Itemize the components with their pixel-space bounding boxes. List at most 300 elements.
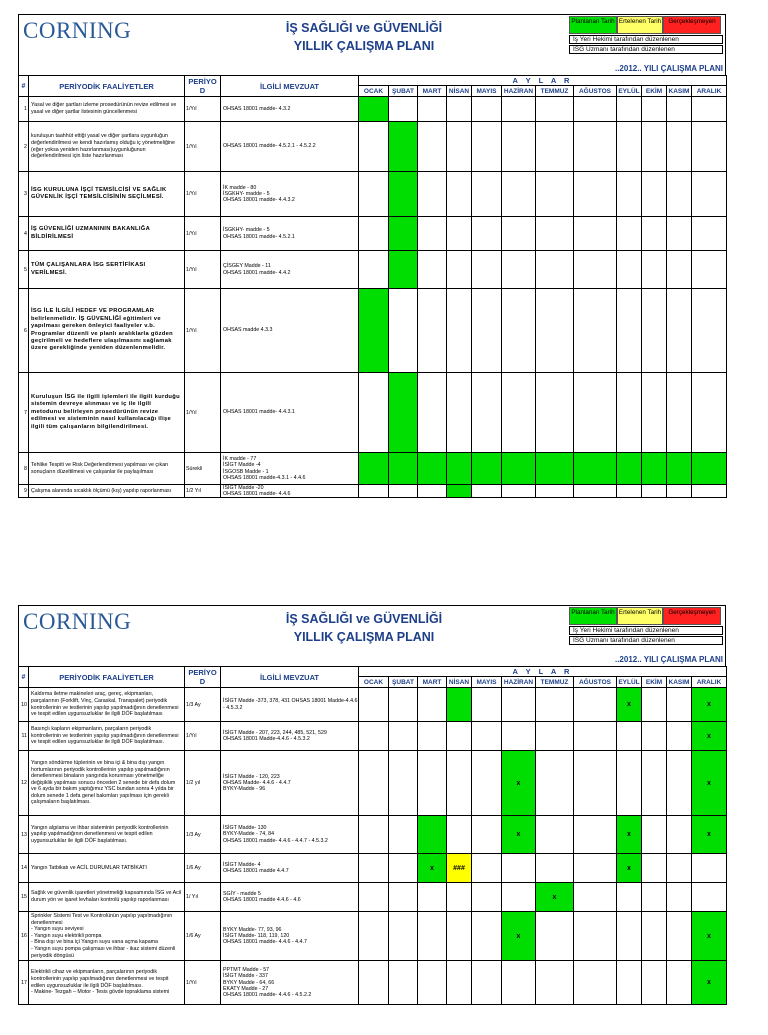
- month-cell: [447, 289, 472, 373]
- period-text: 1/2 yıl: [185, 751, 221, 816]
- period-text: 1/6 Ay: [185, 854, 221, 883]
- month-cell: [502, 289, 536, 373]
- month-cell: [617, 289, 642, 373]
- month-cell: [692, 453, 727, 485]
- month-cell: [536, 453, 574, 485]
- month-mark: x: [627, 864, 631, 872]
- period-text: 1/6 Ay: [185, 912, 221, 961]
- month-cell: [536, 217, 574, 251]
- period-text: 1/2 Yıl: [185, 485, 221, 498]
- page-header: [18, 14, 726, 75]
- month-cell: [359, 172, 389, 217]
- month-cell: [574, 122, 617, 172]
- month-cell: [667, 289, 692, 373]
- month-cell: [502, 912, 536, 961]
- month-cell: [667, 854, 692, 883]
- month-cell: [472, 912, 502, 961]
- period-text: 1/Yıl: [185, 251, 221, 289]
- month-cell: [667, 961, 692, 1005]
- month-cell: [418, 751, 447, 816]
- col-month: MART: [418, 677, 447, 688]
- month-cell: [502, 883, 536, 912]
- regulation-text: İSİGT Madde -373, 378, 431 OHSAS 18001 Madde-4.4.6 - 4.5.3.2: [221, 688, 359, 722]
- month-cell: [447, 485, 472, 498]
- month-cell: [692, 373, 727, 453]
- month-cell: [642, 217, 667, 251]
- table-row: [19, 122, 727, 172]
- month-cell: [447, 251, 472, 289]
- month-cell: [536, 854, 574, 883]
- col-month: ARALIK: [692, 677, 727, 688]
- col-month: ŞUBAT: [389, 677, 418, 688]
- month-cell: [692, 912, 727, 961]
- month-cell: [642, 251, 667, 289]
- table-row: [19, 751, 727, 816]
- month-cell: [359, 961, 389, 1005]
- title-line-2: YILLIK ÇALIŞMA PLANI: [293, 39, 435, 53]
- month-cell: [692, 251, 727, 289]
- plan-table: [18, 75, 727, 498]
- row-number: 17: [19, 961, 29, 1005]
- month-cell: [472, 251, 502, 289]
- row-number: 4: [19, 217, 29, 251]
- activity-text: Elektrikli cihaz ve ekipmanların, parçalarının periyodik kontrollerinin yapılıp yapılmadığının denetlenmesi ve tespit edilen uygunsuzluklar ile ilgili DÖF başlatılması. - Makine- Tezgah – Motor - Tesis gövde topraklama sistemi: [29, 961, 185, 1005]
- month-cell: [389, 217, 418, 251]
- month-cell: [389, 912, 418, 961]
- month-cell: [359, 816, 389, 854]
- activity-text: Yangın Tatbikatı ve ACİL DURUMLAR TATBİKATI: [29, 854, 185, 883]
- title-line-1: İŞ SAĞLIĞI ve GÜVENLİĞİ: [285, 612, 443, 626]
- month-cell: [642, 883, 667, 912]
- row-number: 15: [19, 883, 29, 912]
- col-month: HAZİRAN: [502, 86, 536, 97]
- row-number: 16: [19, 912, 29, 961]
- col-month: AĞUSTOS: [574, 677, 617, 688]
- month-mark: x: [707, 701, 711, 708]
- period-text: 1/Yıl: [185, 97, 221, 122]
- activity-text: Yangın söndürme tüplerinin ve bina içi & bina dışı yangın hortumlarının periyodik kontrollerinin yapılıp yapılmadığının denetlenmesi binaların yangında korunması yönetmeliğe değişiklik yapılması sonucu önceden 2 senede bir defa dolum ve 6 ayda bir bakım yaptığımız YSC bundan sonra 4 yılda bir dolum senede 1 defa genel bakımları yapılması için gerekli çalışmaların başlatılması.: [29, 751, 185, 816]
- note-doctor: İş Yeri Hekimi tarafından düzenlenen: [569, 626, 723, 635]
- legend-not-done: Gerçekleşmeyen: [663, 607, 721, 625]
- month-cell: [536, 883, 574, 912]
- month-cell: [667, 217, 692, 251]
- month-cell: [418, 289, 447, 373]
- activity-text: Yasal ve diğer şartları izleme prosedürünün revize edilmesi ve yasal ve diğer şartlar listesinin güncellenmesi: [29, 97, 185, 122]
- month-cell: [536, 961, 574, 1005]
- activity-text: kuruluşun taahhüt ettiği yasal ve diğer şartlara uygunluğun değerlendirilmesi ve kendi hazırlamış olduğu iç yönetmeliğine (eğer yoksa yeniden hazırlanması)uygunluğunun değerlendirilmesi için liste hazırlanması: [29, 122, 185, 172]
- col-month: AĞUSTOS: [574, 86, 617, 97]
- legend-planned: Planlanan Tarih: [569, 607, 617, 625]
- col-month: NİSAN: [447, 677, 472, 688]
- month-cell: [536, 751, 574, 816]
- month-cell: [692, 751, 727, 816]
- month-cell: [574, 961, 617, 1005]
- regulation-text: İK madde - 80 İSGKHY- madde - 5 OHSAS 18001 madde- 4.4.3.2: [221, 172, 359, 217]
- table-row: [19, 722, 727, 751]
- month-mark: ###: [453, 864, 465, 872]
- month-cell: [574, 751, 617, 816]
- month-cell: [502, 97, 536, 122]
- period-text: 1/Yıl: [185, 961, 221, 1005]
- month-cell: [574, 453, 617, 485]
- month-mark: x: [516, 932, 521, 940]
- month-cell: [418, 912, 447, 961]
- month-cell: [389, 854, 418, 883]
- plan-table: [18, 666, 727, 1005]
- table-row: [19, 289, 727, 373]
- col-month: NİSAN: [447, 86, 472, 97]
- month-cell: [359, 217, 389, 251]
- month-cell: [692, 172, 727, 217]
- month-cell: [502, 453, 536, 485]
- corning-logo: CORNING: [23, 18, 132, 43]
- month-cell: [389, 172, 418, 217]
- month-cell: [617, 912, 642, 961]
- col-month: EYLÜL: [618, 87, 640, 95]
- period-text: 1/3 Ay: [185, 816, 221, 854]
- month-cell: [617, 883, 642, 912]
- month-cell: [502, 217, 536, 251]
- col-month: EKİM: [642, 86, 667, 97]
- month-cell: [692, 217, 727, 251]
- month-cell: [359, 373, 389, 453]
- month-cell: [574, 485, 617, 498]
- period-text: Sürekli: [185, 453, 221, 485]
- month-cell: [617, 172, 642, 217]
- month-cell: [642, 373, 667, 453]
- month-cell: [418, 688, 447, 722]
- month-cell: [642, 688, 667, 722]
- month-cell: [359, 883, 389, 912]
- month-cell: [447, 122, 472, 172]
- month-mark: x: [516, 831, 521, 838]
- row-number: 12: [19, 751, 29, 816]
- month-cell: [642, 961, 667, 1005]
- month-cell: [447, 751, 472, 816]
- month-cell: [447, 883, 472, 912]
- month-cell: [418, 97, 447, 122]
- regulation-text: İSİGT Madde - 207, 223, 244, 485, 521, 529 OHSAS 18001 Madde-4.4.6 - 4.5.3.2: [221, 722, 359, 751]
- month-cell: [574, 373, 617, 453]
- month-mark: x: [430, 864, 434, 872]
- regulation-text: OHSAS 18001 madde- 4.3.2: [221, 97, 359, 122]
- month-cell: [692, 289, 727, 373]
- month-mark: x: [627, 701, 631, 708]
- month-cell: [617, 251, 642, 289]
- regulation-text: İSİGT Madde - 120, 223 OHSAS Madde- 4.4.6 - 4.4.7 BYKY-Madde - 96: [221, 751, 359, 816]
- month-cell: [359, 722, 389, 751]
- month-cell: [472, 453, 502, 485]
- activity-text: İSG İLE İLGİLİ HEDEF VE PROGRAMLAR belirlenmelidir. İŞ GÜVENLİĞİ eğitimleri ve yapılması gereken önleyici faaliyeler v.b. Programlar düzenli ve planlı aralıklarla gözden geçirilmeli ve hedeflere ulaşılmasını sağlamak üzere gerekliğinde yeniden düzenlenmelidir.: [29, 289, 185, 373]
- col-activities: PERİYODİK FAALİYETLER: [29, 76, 185, 97]
- table-row: [19, 883, 727, 912]
- month-cell: [574, 912, 617, 961]
- table-row: [19, 453, 727, 485]
- month-cell: [642, 122, 667, 172]
- row-number: 8: [19, 453, 29, 485]
- month-cell: [472, 751, 502, 816]
- period-text: 1/Yıl: [185, 373, 221, 453]
- col-period: PERİYO D: [185, 667, 221, 688]
- table-row: [19, 912, 727, 961]
- col-month: MAYIS: [472, 677, 502, 688]
- month-cell: [359, 97, 389, 122]
- month-cell: [472, 217, 502, 251]
- regulation-text: İSİGT Madde- 130 BYKY-Madde - 74, 84 OHSAS 18001 madde- 4.4.6 - 4.4.7 - 4.5.3.2: [221, 816, 359, 854]
- month-cell: [447, 722, 472, 751]
- col-period: PERİYO D: [185, 76, 221, 97]
- month-cell: [692, 485, 727, 498]
- month-mark: x: [707, 831, 711, 838]
- month-mark: x: [707, 779, 711, 787]
- month-cell: [667, 172, 692, 217]
- table-row: [19, 97, 727, 122]
- month-cell: [667, 485, 692, 498]
- month-cell: [389, 122, 418, 172]
- month-cell: [359, 912, 389, 961]
- table-row: [19, 485, 727, 498]
- row-number: 6: [19, 289, 29, 373]
- regulation-text: BYKY Madde- 77, 93, 96 İSİGT Madde- 118, 119, 120 OHSAS 18001 madde- 4.4.6 - 4.4.7: [221, 912, 359, 961]
- month-cell: [617, 751, 642, 816]
- month-cell: [536, 485, 574, 498]
- col-months-title: A Y L A R: [359, 76, 727, 86]
- month-cell: [692, 722, 727, 751]
- month-cell: [574, 722, 617, 751]
- regulation-text: OHSAS madde 4.3.3: [221, 289, 359, 373]
- month-cell: [574, 97, 617, 122]
- month-cell: [472, 122, 502, 172]
- col-months-title: A Y L A R: [359, 667, 727, 677]
- month-cell: [389, 722, 418, 751]
- month-cell: [447, 854, 472, 883]
- plan-page-1: [18, 14, 726, 498]
- month-cell: [536, 97, 574, 122]
- month-cell: [642, 912, 667, 961]
- year-line: ..2012.. YILI ÇALIŞMA PLANI: [614, 655, 723, 664]
- month-cell: [642, 289, 667, 373]
- table-row: [19, 816, 727, 854]
- month-cell: [359, 289, 389, 373]
- month-cell: [418, 816, 447, 854]
- month-cell: [667, 373, 692, 453]
- month-cell: [642, 172, 667, 217]
- month-cell: [574, 172, 617, 217]
- month-cell: [502, 854, 536, 883]
- month-cell: [617, 373, 642, 453]
- month-cell: [418, 373, 447, 453]
- month-cell: [447, 172, 472, 217]
- month-cell: [359, 122, 389, 172]
- month-mark: x: [707, 932, 711, 940]
- col-regulation: İLGİLİ MEVZUAT: [221, 76, 359, 97]
- col-month: EYLÜL: [618, 678, 640, 686]
- month-cell: [472, 883, 502, 912]
- table-row: [19, 854, 727, 883]
- title-line-1: İŞ SAĞLIĞI ve GÜVENLİĞİ: [285, 21, 443, 35]
- legend-not-done: Gerçekleşmeyen: [663, 16, 721, 34]
- activity-text: Kaldırma iletme makineleri araç, gereç, ekipmanları, parçalarının (Forklift, Vinç, Caraskal, Transpalet) periyodik kontrollerinin ve testlerinin yapılıp yapılmadığının denetlenmesi ve tespit edilen uygunsuzluklar ile ilgili DÖF başlatılması: [29, 688, 185, 722]
- month-cell: [472, 688, 502, 722]
- table-row: [19, 688, 727, 722]
- col-month: HAZİRAN: [502, 677, 536, 688]
- month-cell: [617, 854, 642, 883]
- month-cell: [692, 122, 727, 172]
- month-cell: [447, 453, 472, 485]
- month-cell: [418, 172, 447, 217]
- month-cell: [536, 722, 574, 751]
- month-cell: [472, 97, 502, 122]
- activity-text: Yangın algılama ve ihbar sisteminin periyodik kontrollerinin yapılıp yapılmadığının denetlenmesi ve tespit edilen uygunsuzluklar ile ilgili DÖF başlatılması.: [29, 816, 185, 854]
- regulation-text: OHSAS 18001 madde- 4.4.3.1: [221, 373, 359, 453]
- month-cell: [667, 453, 692, 485]
- month-cell: [389, 289, 418, 373]
- month-cell: [502, 373, 536, 453]
- period-text: 1/Yıl: [185, 172, 221, 217]
- month-cell: [692, 97, 727, 122]
- month-cell: [447, 912, 472, 961]
- month-cell: [536, 251, 574, 289]
- month-cell: [389, 453, 418, 485]
- month-cell: [502, 961, 536, 1005]
- month-cell: [642, 854, 667, 883]
- activity-text: Sağlık ve güvenlik işaretleri yönetmeliği kapsamında İSG ve Acil durum yön ve işaret levhaları kontrolü yapılıp raporlanması: [29, 883, 185, 912]
- month-cell: [692, 961, 727, 1005]
- month-mark: x: [516, 779, 521, 787]
- month-cell: [389, 485, 418, 498]
- col-month: ŞUBAT: [389, 86, 418, 97]
- month-cell: [617, 961, 642, 1005]
- month-cell: [692, 816, 727, 854]
- table-row: [19, 251, 727, 289]
- month-cell: [617, 722, 642, 751]
- legend-planned: Planlanan Tarih: [569, 16, 617, 34]
- month-cell: [536, 373, 574, 453]
- month-cell: [536, 122, 574, 172]
- month-cell: [389, 751, 418, 816]
- regulation-text: İSGKHY- madde - 5 OHSAS 18001 madde- 4.5.2.1: [221, 217, 359, 251]
- month-cell: [389, 961, 418, 1005]
- period-text: 1/Yıl: [185, 122, 221, 172]
- month-cell: [359, 688, 389, 722]
- month-cell: [389, 97, 418, 122]
- month-cell: [418, 961, 447, 1005]
- col-month: KASIM: [667, 677, 692, 688]
- title-line-2: YILLIK ÇALIŞMA PLANI: [293, 630, 435, 644]
- month-cell: [617, 217, 642, 251]
- month-cell: [667, 722, 692, 751]
- period-text: 1/Yıl: [185, 217, 221, 251]
- month-cell: [447, 688, 472, 722]
- table-row: [19, 172, 727, 217]
- activity-text: İŞ GÜVENLİĞİ UZMANININ BAKANLIĞA BİLDİRİLMESİ: [29, 217, 185, 251]
- month-cell: [359, 751, 389, 816]
- month-cell: [536, 688, 574, 722]
- activity-text: Çalışma alanında sıcaklık ölçümü (kış) yapılıp raporlanması: [29, 485, 185, 498]
- period-text: 1/3 Ay: [185, 688, 221, 722]
- month-cell: [418, 722, 447, 751]
- month-cell: [389, 688, 418, 722]
- month-cell: [502, 816, 536, 854]
- note-specialist: İSG Uzmanı tarafından düzenlenen: [569, 636, 723, 645]
- month-cell: [574, 854, 617, 883]
- row-number: 2: [19, 122, 29, 172]
- month-cell: [389, 816, 418, 854]
- month-cell: [667, 251, 692, 289]
- month-cell: [447, 816, 472, 854]
- month-cell: [536, 912, 574, 961]
- year-line: ..2012.. YILI ÇALIŞMA PLANI: [614, 64, 723, 73]
- col-month: ARALIK: [692, 86, 727, 97]
- month-cell: [472, 485, 502, 498]
- month-mark: x: [627, 831, 631, 838]
- month-cell: [574, 688, 617, 722]
- month-cell: [617, 122, 642, 172]
- legend: [569, 607, 723, 645]
- month-cell: [502, 751, 536, 816]
- col-month: KASIM: [667, 86, 692, 97]
- month-cell: [359, 251, 389, 289]
- month-cell: [574, 816, 617, 854]
- month-mark: x: [707, 732, 711, 740]
- month-cell: [574, 217, 617, 251]
- month-cell: [642, 453, 667, 485]
- corning-logo: CORNING: [23, 609, 132, 634]
- month-cell: [502, 722, 536, 751]
- col-month: MAYIS: [472, 86, 502, 97]
- month-cell: [642, 97, 667, 122]
- period-text: 1/ Yıl: [185, 883, 221, 912]
- month-cell: [418, 854, 447, 883]
- regulation-text: OHSAS 18001 madde- 4.5.2.1 - 4.5.2.2: [221, 122, 359, 172]
- month-cell: [472, 172, 502, 217]
- regulation-text: İSİGT Madde -20 OHSAS 18001 madde- 4.4.6: [221, 485, 359, 498]
- month-cell: [502, 688, 536, 722]
- month-cell: [389, 373, 418, 453]
- month-cell: [574, 883, 617, 912]
- activity-text: Tehlike Tespiti ve Risk Değerlendirmesi yapılması ve çıkan sonuçların düzeltilmesi ve çalışanlar ile paylaşılması: [29, 453, 185, 485]
- row-number: 13: [19, 816, 29, 854]
- row-number: 1: [19, 97, 29, 122]
- month-cell: [502, 122, 536, 172]
- col-month: MART: [418, 86, 447, 97]
- month-cell: [418, 485, 447, 498]
- month-cell: [447, 97, 472, 122]
- month-cell: [667, 97, 692, 122]
- col-month: TEMMUZ: [536, 86, 574, 97]
- month-cell: [667, 816, 692, 854]
- month-cell: [574, 251, 617, 289]
- table-row: [19, 217, 727, 251]
- regulation-text: ÇİSGEY Madde - 11 OHSAS 18001 madde- 4.4.2: [221, 251, 359, 289]
- month-cell: [472, 373, 502, 453]
- month-cell: [667, 688, 692, 722]
- col-activities: PERİYODİK FAALİYETLER: [29, 667, 185, 688]
- month-cell: [667, 883, 692, 912]
- col-month: OCAK: [359, 86, 389, 97]
- month-cell: [359, 453, 389, 485]
- col-month: EKİM: [642, 677, 667, 688]
- page-header: [18, 605, 726, 666]
- month-cell: [472, 289, 502, 373]
- col-hash: #: [19, 667, 29, 688]
- month-cell: [418, 453, 447, 485]
- row-number: 5: [19, 251, 29, 289]
- month-cell: [389, 883, 418, 912]
- month-cell: [536, 289, 574, 373]
- month-cell: [447, 373, 472, 453]
- regulation-text: PPTMT Madde - 57 İSİGT Madde - 337 BYKY Madde - 64, 66 EKATY Madde - 27 OHSAS 18001 madde- 4.4.6 - 4.5.2.2: [221, 961, 359, 1005]
